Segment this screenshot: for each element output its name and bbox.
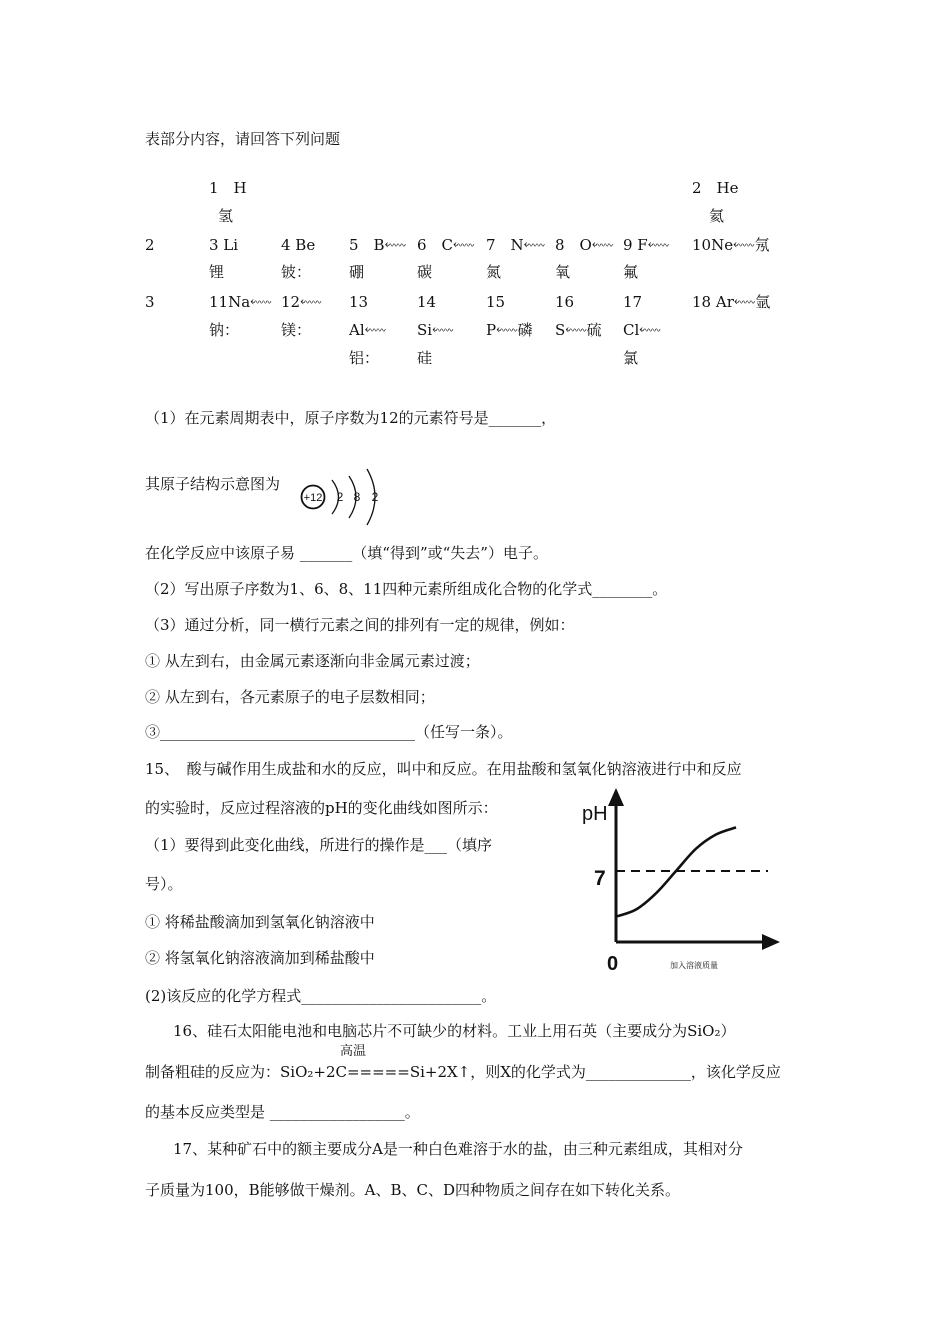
q14-part1: （1）在元素周期表中，原子序数为12的元素符号是_______， bbox=[145, 409, 557, 427]
y-axis-label: pH bbox=[582, 803, 608, 825]
element-cl-name: 氯 bbox=[623, 349, 639, 367]
element-f-name: 氟 bbox=[623, 263, 639, 281]
element-s-number: 16 bbox=[555, 293, 575, 311]
element-cl-number: 17 bbox=[623, 293, 643, 311]
q17-line-2: 子质量为100，B能够做干燥剂。A、B、C、D四种物质之间存在如下转化关系。 bbox=[145, 1181, 681, 1199]
element-o-symbol: 8 O⬳ bbox=[555, 236, 614, 254]
element-he-number: 2 He bbox=[692, 179, 739, 197]
element-o-name: 氧 bbox=[555, 263, 571, 281]
element-cl-symbol: Cl⬳ bbox=[623, 321, 661, 339]
period-2-label: 2 bbox=[145, 236, 155, 254]
q15-question-1: （1）要得到此变化曲线，所进行的操作是___（填序 bbox=[145, 836, 493, 854]
q15-question-2: (2)该反应的化学方程式________________________。 bbox=[145, 987, 497, 1005]
q14-part1-gain-lose: 在化学反应中该原子易 _______（填“得到”或“失去”）电子。 bbox=[145, 544, 548, 562]
shell-3-electrons: 2 bbox=[371, 490, 379, 504]
element-h-number: 1 H bbox=[209, 179, 247, 197]
element-p-number: 15 bbox=[486, 293, 506, 311]
q14-rule-3: ③__________________________________（任写一条）。 bbox=[145, 723, 513, 741]
atom-structure-diagram bbox=[296, 466, 386, 528]
q16-line-2: 制备粗硅的反应为：SiO₂+2C=====Si+2X↑，则X的化学式为______________，该化学反应 bbox=[145, 1063, 781, 1081]
period-3-label: 3 bbox=[145, 293, 155, 311]
reference-label: 7 bbox=[594, 867, 606, 890]
q14-rule-2: ② 从左到右，各元素原子的电子层数相同； bbox=[145, 688, 435, 706]
q14-rule-1: ① 从左到右，由金属元素逐渐向非金属元素过渡； bbox=[145, 652, 480, 670]
element-b-symbol: 5 B⬳ bbox=[349, 236, 406, 254]
element-f-symbol: 9 F⬳ bbox=[623, 236, 670, 254]
element-si-symbol: Si⬳ bbox=[417, 321, 454, 339]
q16-line-3: 的基本反应类型是 __________________。 bbox=[145, 1103, 420, 1121]
element-be-name: 铍： bbox=[281, 263, 312, 281]
element-p-symbol: P⬳磷 bbox=[486, 321, 533, 339]
q14-part3: （3）通过分析，同一横行元素之间的排列有一定的规律，例如： bbox=[145, 616, 575, 634]
x-axis-arrow bbox=[762, 934, 780, 950]
element-li-symbol: 3 Li bbox=[209, 236, 239, 254]
element-al-number: 13 bbox=[349, 293, 369, 311]
element-al-name: 铝： bbox=[349, 349, 380, 367]
q14-part1-diagram-prompt: 其原子结构示意图为 bbox=[145, 475, 281, 493]
q15-line-2: 的实验时，反应过程溶液的pH的变化曲线如图所示： bbox=[145, 799, 498, 817]
element-ar-symbol: 18 Ar⬳氩 bbox=[692, 293, 771, 311]
element-he-name: 氦 bbox=[709, 207, 725, 225]
x-axis-label: 加入溶液质量 bbox=[670, 961, 718, 970]
element-n-symbol: 7 N⬳ bbox=[486, 236, 546, 254]
q15-question-1-cont: 号）。 bbox=[145, 875, 183, 893]
element-n-name: 氮 bbox=[486, 263, 502, 281]
element-s-symbol: S⬳硫 bbox=[555, 321, 602, 339]
element-si-name: 硅 bbox=[417, 349, 433, 367]
q17-line-1: 17、某种矿石中的额主要成分A是一种白色难溶于水的盐，由三种元素组成，其相对分 bbox=[173, 1140, 743, 1158]
element-c-name: 碳 bbox=[417, 263, 433, 281]
q16-condition: 高温 bbox=[340, 1044, 367, 1059]
q15-option-1: ① 将稀盐酸滴加到氢氧化钠溶液中 bbox=[145, 913, 375, 931]
element-ne-symbol: 10Ne⬳氖 bbox=[692, 236, 770, 254]
q15-line-1: 15、 酸与碱作用生成盐和水的反应，叫中和反应。在用盐酸和氢氧化钠溶液进行中和反应 bbox=[145, 760, 742, 778]
element-be-symbol: 4 Be bbox=[281, 236, 316, 254]
intro-text: 表部分内容，请回答下列问题 bbox=[145, 130, 341, 148]
q14-part2: （2）写出原子序数为1、6、8、11四种元素所组成化合物的化学式________。 bbox=[145, 580, 668, 598]
element-mg-name: 镁： bbox=[281, 321, 312, 339]
element-al-symbol: Al⬳ bbox=[349, 321, 387, 339]
element-c-symbol: 6 C⬳ bbox=[417, 236, 475, 254]
ph-curve-chart bbox=[580, 782, 790, 978]
shell-1-electrons: 2 bbox=[336, 490, 344, 504]
element-si-number: 14 bbox=[417, 293, 437, 311]
element-h-name: 氢 bbox=[218, 207, 234, 225]
element-na-symbol: 11Na⬳ bbox=[209, 293, 272, 311]
q15-option-2: ② 将氢氧化钠溶液滴加到稀盐酸中 bbox=[145, 949, 375, 967]
y-axis-arrow bbox=[608, 788, 624, 806]
q16-line-1: 16、硅石太阳能电池和电脑芯片不可缺少的材料。工业上用石英（主要成分为SiO₂） bbox=[173, 1022, 736, 1040]
nucleus-charge: +12 bbox=[303, 492, 323, 504]
element-mg-symbol: 12⬳ bbox=[281, 293, 322, 311]
element-li-name: 锂 bbox=[209, 263, 225, 281]
ph-curve-line bbox=[616, 827, 736, 916]
element-na-name: 钠： bbox=[209, 321, 240, 339]
origin-label: 0 bbox=[607, 953, 619, 975]
shell-2-electrons: 8 bbox=[353, 490, 361, 504]
element-b-name: 硼 bbox=[349, 263, 365, 281]
